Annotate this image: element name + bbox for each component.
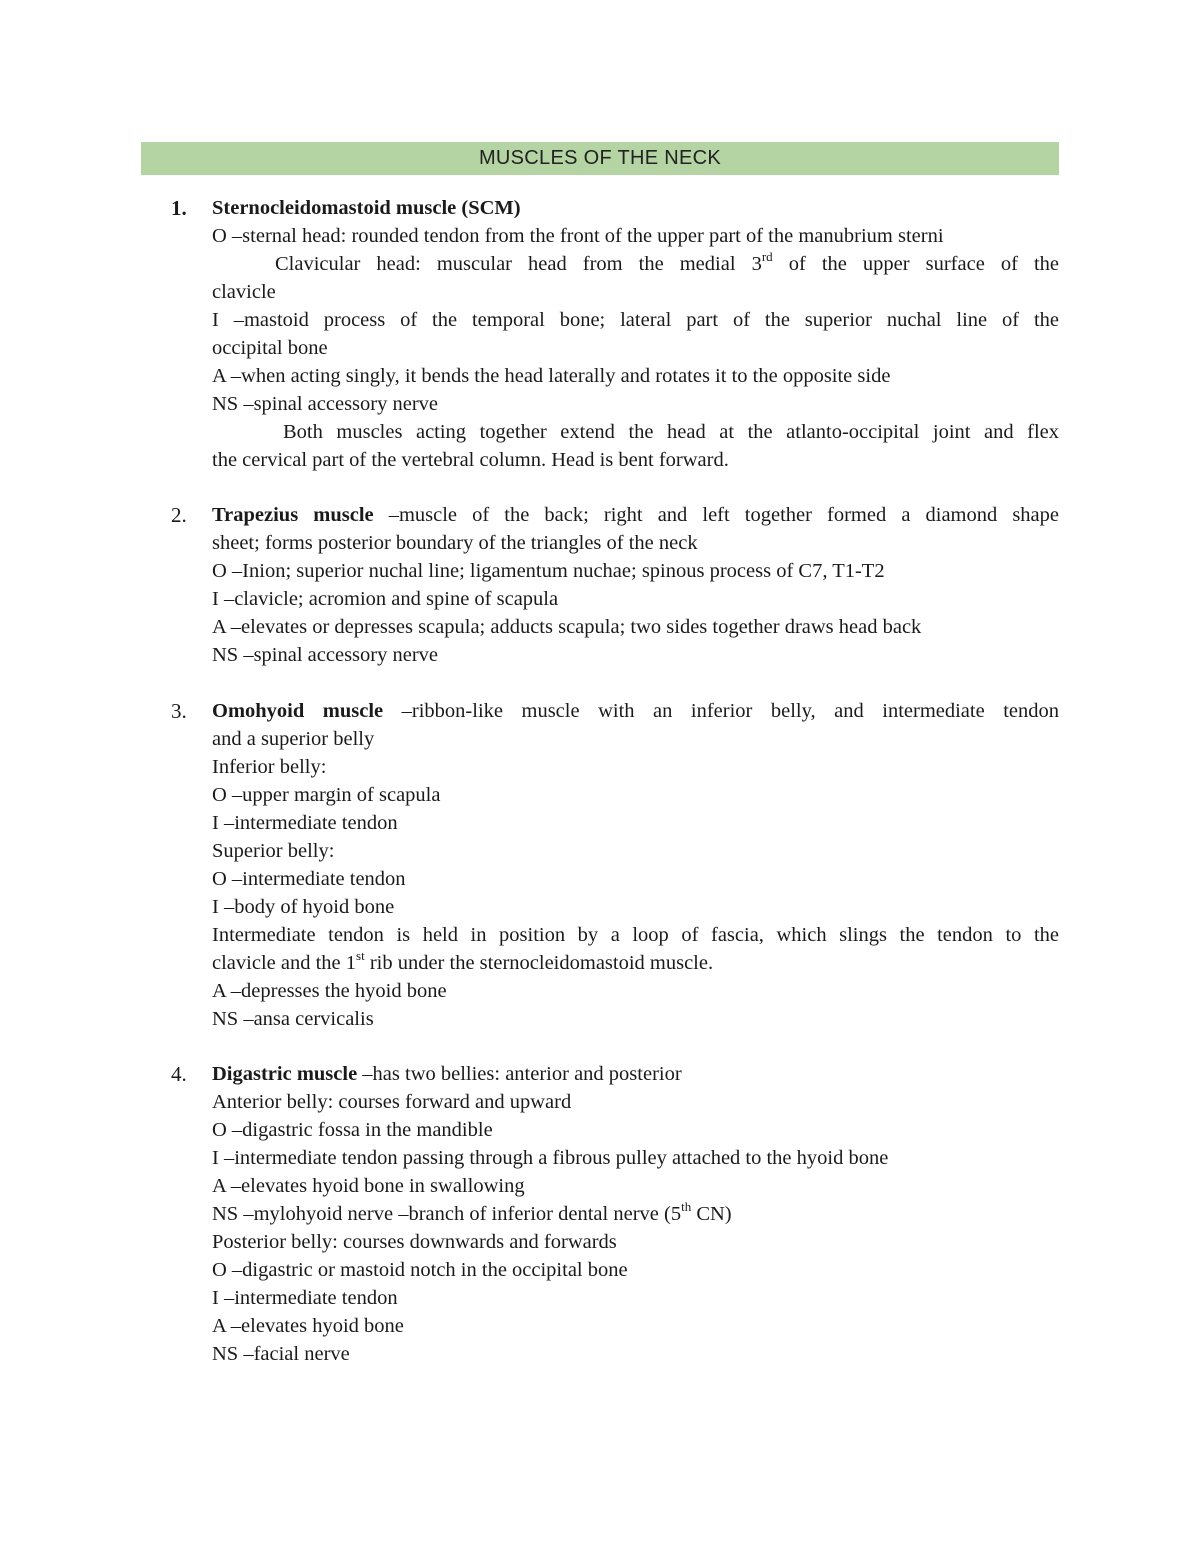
text-line: I –intermediate tendon <box>212 1287 398 1309</box>
section-number: 1. <box>171 196 187 220</box>
text-line: A –elevates hyoid bone <box>212 1315 404 1337</box>
text-line: I –clavicle; acromion and spine of scapula <box>212 588 559 610</box>
section-heading: Digastric muscle <box>212 1063 358 1085</box>
text-line: Posterior belly: courses downwards and forwards <box>212 1231 617 1253</box>
text-line: NS –mylohyoid nerve –branch of inferior dental nerve (5th CN) <box>212 1199 732 1225</box>
text-line: A –elevates or depresses scapula; adducts scapula; two sides together draws head back <box>212 616 922 638</box>
text-line: I –body of hyoid bone <box>212 896 395 918</box>
text-line: NS –spinal accessory nerve <box>212 644 439 666</box>
text-line: O –digastric fossa in the mandible <box>212 1119 493 1141</box>
text-line: O –upper margin of scapula <box>212 784 441 806</box>
text-line: occipital bone <box>212 337 328 359</box>
text-line: Both muscles acting together extend the head at the atlanto-occipital joint and flex <box>283 421 1059 443</box>
text-line: Omohyoid muscle –ribbon-like muscle with an inferior belly, and intermediate tendon <box>212 700 1059 722</box>
text-line: I –intermediate tendon passing through a fibrous pulley attached to the hyoid bone <box>212 1147 889 1169</box>
text-line: A –when acting singly, it bends the head laterally and rotates it to the opposite side <box>212 365 891 387</box>
section-number: 4. <box>171 1062 187 1086</box>
section-number: 2. <box>171 503 187 527</box>
text-line: A –depresses the hyoid bone <box>212 980 447 1002</box>
section-heading: Sternocleidomastoid muscle (SCM) <box>212 197 521 219</box>
text-line: O –Inion; superior nuchal line; ligamentum nuchae; spinous process of C7, T1-T2 <box>212 560 885 582</box>
text-line: Anterior belly: courses forward and upward <box>212 1091 572 1113</box>
text-line: O –intermediate tendon <box>212 868 406 890</box>
page-title: MUSCLES OF THE NECK <box>478 147 722 169</box>
text-line: clavicle <box>212 281 276 303</box>
title-banner <box>141 142 1059 175</box>
section-heading: Omohyoid muscle <box>212 700 384 722</box>
text-line: A –elevates hyoid bone in swallowing <box>212 1175 525 1197</box>
text-line: Inferior belly: <box>212 756 327 778</box>
section-heading: Trapezius muscle <box>212 504 374 526</box>
section-number: 3. <box>171 699 187 723</box>
text-line: NS –spinal accessory nerve <box>212 393 439 415</box>
text-line: Trapezius muscle –muscle of the back; right and left together formed a diamond shape <box>212 504 1059 526</box>
text-line: Intermediate tendon is held in position by a loop of fascia, which slings the tendon to the <box>212 924 1059 946</box>
text-line: the cervical part of the vertebral column. Head is bent forward. <box>212 449 729 471</box>
text-line: Clavicular head: muscular head from the medial 3rd of the upper surface of the <box>275 250 1059 275</box>
text-line: I –mastoid process of the temporal bone; lateral part of the superior nuchal line of the <box>212 309 1059 331</box>
text-line: sheet; forms posterior boundary of the triangles of the neck <box>212 532 698 554</box>
text-line: Superior belly: <box>212 840 335 862</box>
text-line: I –intermediate tendon <box>212 812 398 834</box>
text-line: clavicle and the 1st rib under the sternocleidomastoid muscle. <box>212 948 714 974</box>
text-line: NS –ansa cervicalis <box>212 1008 374 1030</box>
text-line: and a superior belly <box>212 728 375 750</box>
text-line: NS –facial nerve <box>212 1343 350 1365</box>
text-line: O –sternal head: rounded tendon from the front of the upper part of the manubrium sterni <box>212 225 944 247</box>
text-line: O –digastric or mastoid notch in the occipital bone <box>212 1259 628 1281</box>
text-line: Digastric muscle –has two bellies: anterior and posterior <box>212 1063 682 1085</box>
